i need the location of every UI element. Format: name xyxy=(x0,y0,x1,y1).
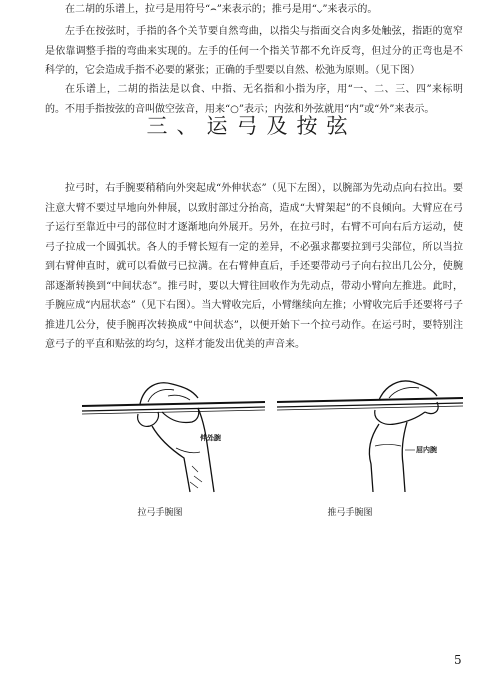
section-title: 三、运弓及按弦 xyxy=(146,114,357,138)
paragraph-bow-symbols: 在二胡的乐谱上，拉弓是用符号“⌢”来表示的；推弓是用“⌄”来表示的。 xyxy=(65,4,378,15)
paragraph-fingering: 在乐谱上，二胡的指法是以食、中指、无名指和小指为序，用“一、二、三、四”来标明的。不用手指按弦的音叫做空弦音，用来“○”表示；内弦和外弦就用“内”或“外”来表示。 xyxy=(45,84,463,115)
wrist-out-label: 伸外腕 xyxy=(200,433,221,442)
paragraph-left-hand: 左手在按弦时，手指的各个关节要自然弯曲，以指尖与指面交合肉多处触弦，指距的宽窄是依靠调整手指的弯曲来实现的。左手的任何一个指关节都不允许反弯，但过分的正弯也是不科学的，它会造成手指不必要的紧张；正确的手型要以自然、松弛为原则。（见下图） xyxy=(45,26,463,76)
page-number: 5 xyxy=(454,653,462,667)
push-bow-hand-illustration xyxy=(275,366,465,494)
paragraph-bowing: 拉弓时，右手腕要稍稍向外突起成“外伸状态”（见下左图），以腕部为先动点向右拉出。要注意大臂不要过早地向外伸展，以致肘部过分抬高，造成“大臂架起”的不良倾向。大臂应在弓子运行至靠近中弓的部位时才逐渐地向外展开。另外，在拉弓时，右臂不可向右后方运动，使弓子拉成一个圆弧状。各人的手臂长短有一定的差异，不必强求都要拉到弓尖部位，所以当拉到右臂伸直时，就可以看做弓已拉满。在右臂伸直后，手还要带动弓子向右拉出几公分，使腕部逐渐转换到“中间状态”。推弓时，要以大臂往回收作为先动点，带动小臂向左推进。此时，手腕应成“内屈状态”（见下右图）。当大臂收完后，小臂继续向左推；小臂收完后手还要将弓子推进几公分，使手腕再次转换成“中间状态”，以便开始下一个拉弓动作。在运弓时，要特别注意弓子的平直和贴弦的均匀，这样才能发出优美的声音来。 xyxy=(45,183,463,350)
pull-bow-hand-illustration xyxy=(80,366,270,494)
caption-pull-bow: 拉弓手腕图 xyxy=(137,508,183,518)
wrist-in-label: 屈内腕 xyxy=(416,445,437,454)
figure-pull-bow-wrist xyxy=(80,366,270,494)
caption-push-bow: 推弓手腕图 xyxy=(327,508,373,518)
figure-push-bow-wrist xyxy=(275,366,465,494)
